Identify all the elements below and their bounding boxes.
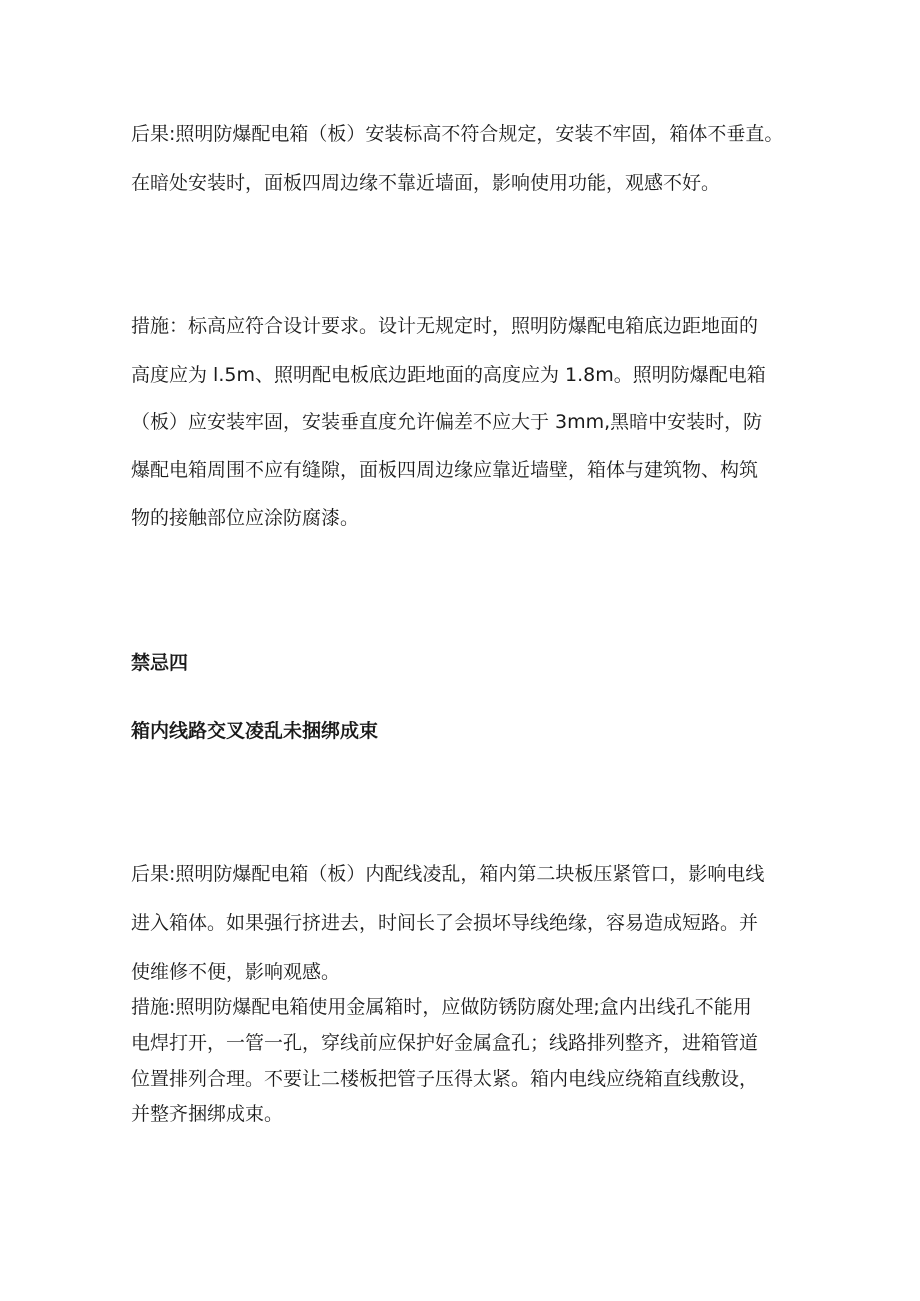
section-heading: 禁忌四	[131, 652, 189, 674]
section1-consequence-line-2: 在暗处安装时，面板四周边缘不靠近墙面，影响使用功能，观感不好。	[131, 172, 721, 194]
section1-measure-line-5: 物的接触部位应涂防腐漆。	[131, 507, 360, 529]
section1-measure-line-4: 爆配电箱周围不应有缝隙，面板四周边缘应靠近墙壁，箱体与建筑物、构筑	[131, 459, 759, 481]
section1-measure-line-2: 高度应为 l.5m、照明配电板底边距地面的高度应为 1.8m。照明防爆配电箱	[131, 364, 766, 386]
section1-measure-line-1: 措施：标高应符合设计要求。设计无规定时，照明防爆配电箱底边距地面的	[131, 315, 759, 337]
section2-consequence-line-2: 进入箱体。如果强行挤进去，时间长了会损坏导线绝缘，容易造成短路。并	[131, 912, 759, 934]
section2-measure-line-1: 措施:照明防爆配电箱使用金属箱时，应做防锈防腐处理;盒内出线孔不能用	[131, 996, 752, 1018]
section2-measure-line-4: 并整齐捆绑成束。	[131, 1103, 284, 1125]
section1-consequence-line-1: 后果:照明防爆配电箱（板）安装标高不符合规定，安装不牢固，箱体不垂直。	[131, 123, 784, 145]
section-subheading: 箱内线路交叉凌乱未捆绑成束	[131, 720, 379, 742]
section2-measure-line-2: 电焊打开，一管一孔，穿线前应保护好金属盒孔；线路排列整齐，进箱管道	[131, 1032, 759, 1054]
section2-measure-line-3: 位置排列合理。不要让二楼板把管子压得太紧。箱内电线应绕箱直线敷设，	[131, 1068, 759, 1090]
section2-consequence-line-1: 后果:照明防爆配电箱（板）内配线凌乱，箱内第二块板压紧管口，影响电线	[131, 863, 765, 885]
section1-measure-line-3: （板）应安装牢固，安装垂直度允许偏差不应大于 3mm,黑暗中安装时，防	[131, 411, 763, 433]
section2-consequence-line-3: 使维修不便，影响观感。	[131, 961, 341, 983]
